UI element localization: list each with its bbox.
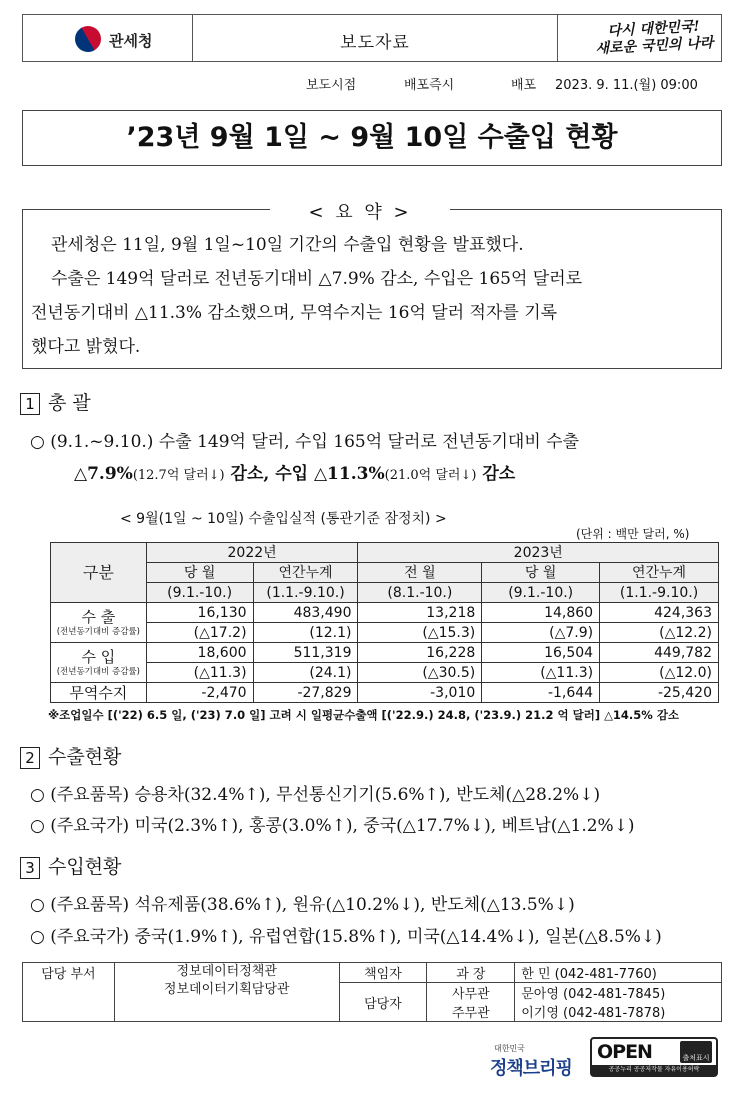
year-2023-header: 2023년 (358, 543, 719, 563)
person-1-name: 한 민 (042-481-7760) (515, 963, 722, 983)
h-2023-prev-period: (8.1.-10.) (358, 583, 482, 603)
section-3-number: 3 (20, 857, 40, 879)
h-2022-cur: 당 월 (146, 563, 253, 583)
h-2023-cum-period: (1.1.-9.10.) (600, 583, 719, 603)
row-label-import (51, 643, 147, 683)
summary-heading: < 요 약 > (270, 198, 450, 224)
trade-table (50, 542, 719, 703)
table-header-row-2 (51, 563, 719, 583)
section-1-number: 1 (20, 393, 40, 415)
distribution-date: 2023. 9. 11.(월) 09:00 (555, 78, 698, 93)
h-2022-cum: 연간누계 (253, 563, 358, 583)
import-change: △11.3% (313, 464, 385, 484)
h-2022-cum-period: (1.1.-9.10.) (253, 583, 358, 603)
summary-paragraph-2-line1: 수출은 149억 달러로 전년동기대비 △7.9% 감소, 수입은 165억 달러로 (51, 269, 583, 289)
trade-table-wrap (50, 542, 719, 703)
dept-1: 정보데이터정책관 (176, 964, 277, 979)
export-change: △7.9% (74, 464, 133, 484)
distribution-label: 배포 (511, 78, 537, 93)
table-cell: 14,860 (482, 603, 600, 623)
header-box (22, 14, 722, 62)
summary-paragraph-1: 관세청은 11일, 9월 1일~10일 기간의 수출입 현황을 발표했다. (51, 235, 524, 255)
decrease-text: 감소 (476, 464, 516, 484)
table-cell: 511,319 (253, 643, 358, 663)
table-unit: (단위 : 백만 달러, %) (576, 527, 690, 541)
section-3-title: 수입현황 (48, 856, 122, 878)
agency-cell (23, 15, 193, 61)
table-cell: -1,644 (482, 683, 600, 703)
export-label: 수 출 (81, 607, 116, 626)
table-caption: < 9월(1일 ~ 10일) 수출입실적 (통관기준 잠정치) > (120, 511, 447, 527)
table-cell: -3,010 (358, 683, 482, 703)
table-cell: (△11.3) (482, 663, 600, 683)
doc-type-cell (193, 15, 558, 61)
table-cell: 16,130 (146, 603, 253, 623)
government-logo-icon (70, 21, 106, 57)
table-header-row-3 (51, 583, 719, 603)
table-cell: (△7.9) (482, 623, 600, 643)
table-cell: (△12.0) (600, 663, 719, 683)
slogan (568, 17, 740, 60)
table-row-export-growth (51, 623, 719, 643)
section-2-number: 2 (20, 747, 40, 769)
table-cell: -2,470 (146, 683, 253, 703)
col-group-header: 구분 (51, 543, 147, 603)
agency-name: 관세청 (109, 32, 153, 50)
h-2023-prev: 전 월 (358, 563, 482, 583)
table-row-balance (51, 683, 719, 703)
section-2-heading (20, 742, 121, 769)
table-cell: -25,420 (600, 683, 719, 703)
section-1-bullet-line1: ○ (9.1.~9.10.) 수출 149억 달러, 수입 165억 달러로 전년동기대비 수출 (30, 432, 579, 452)
release-time-label: 보도시점 (306, 78, 357, 93)
briefing-logo: 정책브리핑 (490, 1058, 572, 1079)
section-3-line1: ○ (주요품목) 석유제품(38.6%↑), 원유(△10.2%↓), 반도체(△13.5%↓) (30, 895, 575, 915)
table-cell: -27,829 (253, 683, 358, 703)
section-1-title: 총 괄 (48, 392, 91, 414)
table-cell: 483,490 (253, 603, 358, 623)
table-row-export (51, 603, 719, 623)
import-label-sub: (전년동기대비 증감률) (56, 666, 140, 677)
section-2-line2: ○ (주요국가) 미국(2.3%↑), 홍콩(3.0%↑), 중국(△17.7%↓), 베트남(△1.2%↓) (30, 816, 635, 836)
table-cell: (△15.3) (358, 623, 482, 643)
slogan-line1: 다시 대한민국! (607, 18, 700, 40)
attribution-icon (680, 1041, 712, 1063)
open-license-badge (590, 1037, 718, 1077)
person-3-title: 주무관 (427, 1002, 515, 1022)
summary-paragraph-2-line3: 했다고 밝혔다. (31, 337, 141, 357)
release-time-value: 배포즉시 (404, 78, 455, 93)
slogan-line2: 새로운 국민의 나라 (595, 34, 714, 58)
table-cell: (△17.2) (146, 623, 253, 643)
section-3-line2: ○ (주요국가) 중국(1.9%↑), 유럽연합(15.8%↑), 미국(△14.4%↓), 일본(△8.5%↓) (30, 927, 662, 947)
table-header-row-1 (51, 543, 719, 563)
summary-box (22, 209, 722, 369)
summary-paragraph-2-line2: 전년동기대비 △11.3% 감소했으며, 무역수지는 16억 달러 적자를 기록 (31, 303, 558, 323)
h-2022-cur-period: (9.1.-10.) (146, 583, 253, 603)
decrease-import-text: 감소, 수입 (224, 464, 314, 484)
responsible-label: 책임자 (339, 963, 427, 983)
contact-table-wrap (22, 962, 722, 1022)
import-change-amount: (21.0억 달러↓) (384, 468, 477, 483)
h-2023-cum: 연간누계 (600, 563, 719, 583)
person-2-name: 문아영 (042-481-7845) (515, 983, 722, 1003)
import-label: 수 입 (81, 647, 116, 666)
table-cell: 424,363 (600, 603, 719, 623)
page-title: ’23년 9월 1일 ~ 9월 10일 수출입 현황 (22, 110, 722, 166)
row-label-export (51, 603, 147, 643)
export-change-amount: (12.7억 달러↓) (132, 468, 225, 483)
section-3-heading (20, 852, 121, 879)
table-cell: (△12.2) (600, 623, 719, 643)
attribution-label: 출처표시 (682, 1054, 710, 1062)
table-row-import-growth (51, 663, 719, 683)
table-cell: 18,600 (146, 643, 253, 663)
table-cell: (△30.5) (358, 663, 482, 683)
dept-names (114, 963, 339, 1022)
section-2-title: 수출현황 (48, 746, 122, 768)
balance-label: 무역수지 (51, 683, 147, 703)
section-1-bullet-line2 (74, 459, 515, 491)
open-logo: OPEN (597, 1041, 652, 1063)
table-cell: 449,782 (600, 643, 719, 663)
section-1-heading (20, 388, 91, 415)
dept-2: 정보데이터기획담당관 (163, 982, 290, 997)
person-1-title: 과 장 (427, 963, 515, 983)
table-note: ※조업일수 [('22) 6.5 일, ('23) 7.0 일] 고려 시 일평균수출액 [('22.9.) 24.8, ('23.9.) 21.2 억 달러] △14.5% 감소 (48, 708, 680, 722)
table-cell: 13,218 (358, 603, 482, 623)
table-cell: 16,228 (358, 643, 482, 663)
table-row-import (51, 643, 719, 663)
export-label-sub: (전년동기대비 증감률) (56, 626, 140, 637)
h-2023-cur-period: (9.1.-10.) (482, 583, 600, 603)
doc-type: 보도자료 (340, 33, 410, 53)
year-2022-header: 2022년 (146, 543, 358, 563)
table-cell: (12.1) (253, 623, 358, 643)
section-2-line1: ○ (주요품목) 승용차(32.4%↑), 무선통신기기(5.6%↑), 반도체(△28.2%↓) (30, 785, 601, 805)
table-cell: (24.1) (253, 663, 358, 683)
table-cell: (△11.3) (146, 663, 253, 683)
person-3-name: 이기영 (042-481-7878) (515, 1002, 722, 1022)
h-2023-cur: 당 월 (482, 563, 600, 583)
briefing-logo-small: 대한민국 (494, 1044, 525, 1053)
table-cell: 16,504 (482, 643, 600, 663)
person-2-title: 사무관 (427, 983, 515, 1003)
contact-table (22, 962, 722, 1022)
dept-label: 담당 부서 (23, 963, 115, 1022)
open-license-text: 공공누리 공공저작물 자유이용허락 (592, 1065, 716, 1075)
staff-label: 담당자 (339, 983, 427, 1022)
